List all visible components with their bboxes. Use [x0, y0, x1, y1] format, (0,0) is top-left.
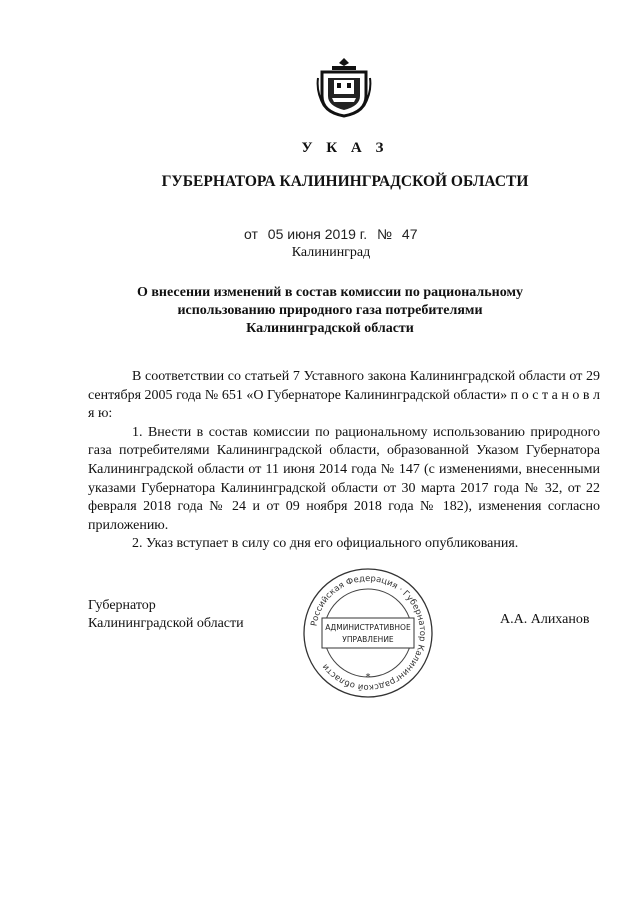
item-1-paragraph: 1. Внести в состав комиссии по рациональному использованию природного газа потребителями Калининградской области, образованной Указом Губернатора Калининградской области от 11 июня 2014 года № 147 (с изменениями, внесенными указами Губернатора Калининградской области от 30 марта 2017 года № 32, от 22 февраля 2018 года № 24 и от 09 ноября 2018 года № 182), изменения согласно приложению. [88, 424, 600, 533]
document-subject: О внесении изменений в состав комиссии по рациональному использованию природного газа потребителями Калининградской области [136, 285, 524, 336]
document-body [88, 368, 600, 554]
official-seal [298, 566, 438, 700]
document-number: 47 [401, 226, 418, 242]
preamble-paragraph: В соответствии со статьей 7 Уставного закона Калининградской области от 29 сентября 2005 года № 651 «О Губернаторе Калининградской области» п о с т а н о в л я ю: [88, 369, 600, 422]
seal-center-line-1: АДМИНИСТРАТИВНОЕ [325, 623, 411, 632]
signatory-position [88, 597, 244, 633]
document-type-title: У К А З [301, 140, 389, 156]
signatory-name: А.А. Алиханов [500, 612, 590, 627]
position-line-1: Губернатор [88, 598, 156, 613]
date-prefix: от [244, 226, 258, 242]
coat-of-arms-icon [316, 56, 372, 118]
document-city: Калининград [291, 245, 371, 260]
date-number-line [244, 226, 423, 242]
issuing-authority: ГУБЕРНАТОРА КАЛИНИНГРАДСКОЙ ОБЛАСТИ [161, 173, 529, 190]
document-date: 05 июня 2019 г. [267, 226, 368, 242]
item-2-paragraph: 2. Указ вступает в силу со дня его официального опубликования. [132, 536, 519, 552]
position-line-2: Калининградской области [88, 616, 244, 631]
number-prefix: № [376, 226, 393, 242]
seal-star: * [365, 672, 371, 683]
seal-center-line-2: УПРАВЛЕНИЕ [342, 635, 394, 644]
seal-ring-text: Российская Федерация · Губернатор Калининградской области [309, 573, 428, 693]
